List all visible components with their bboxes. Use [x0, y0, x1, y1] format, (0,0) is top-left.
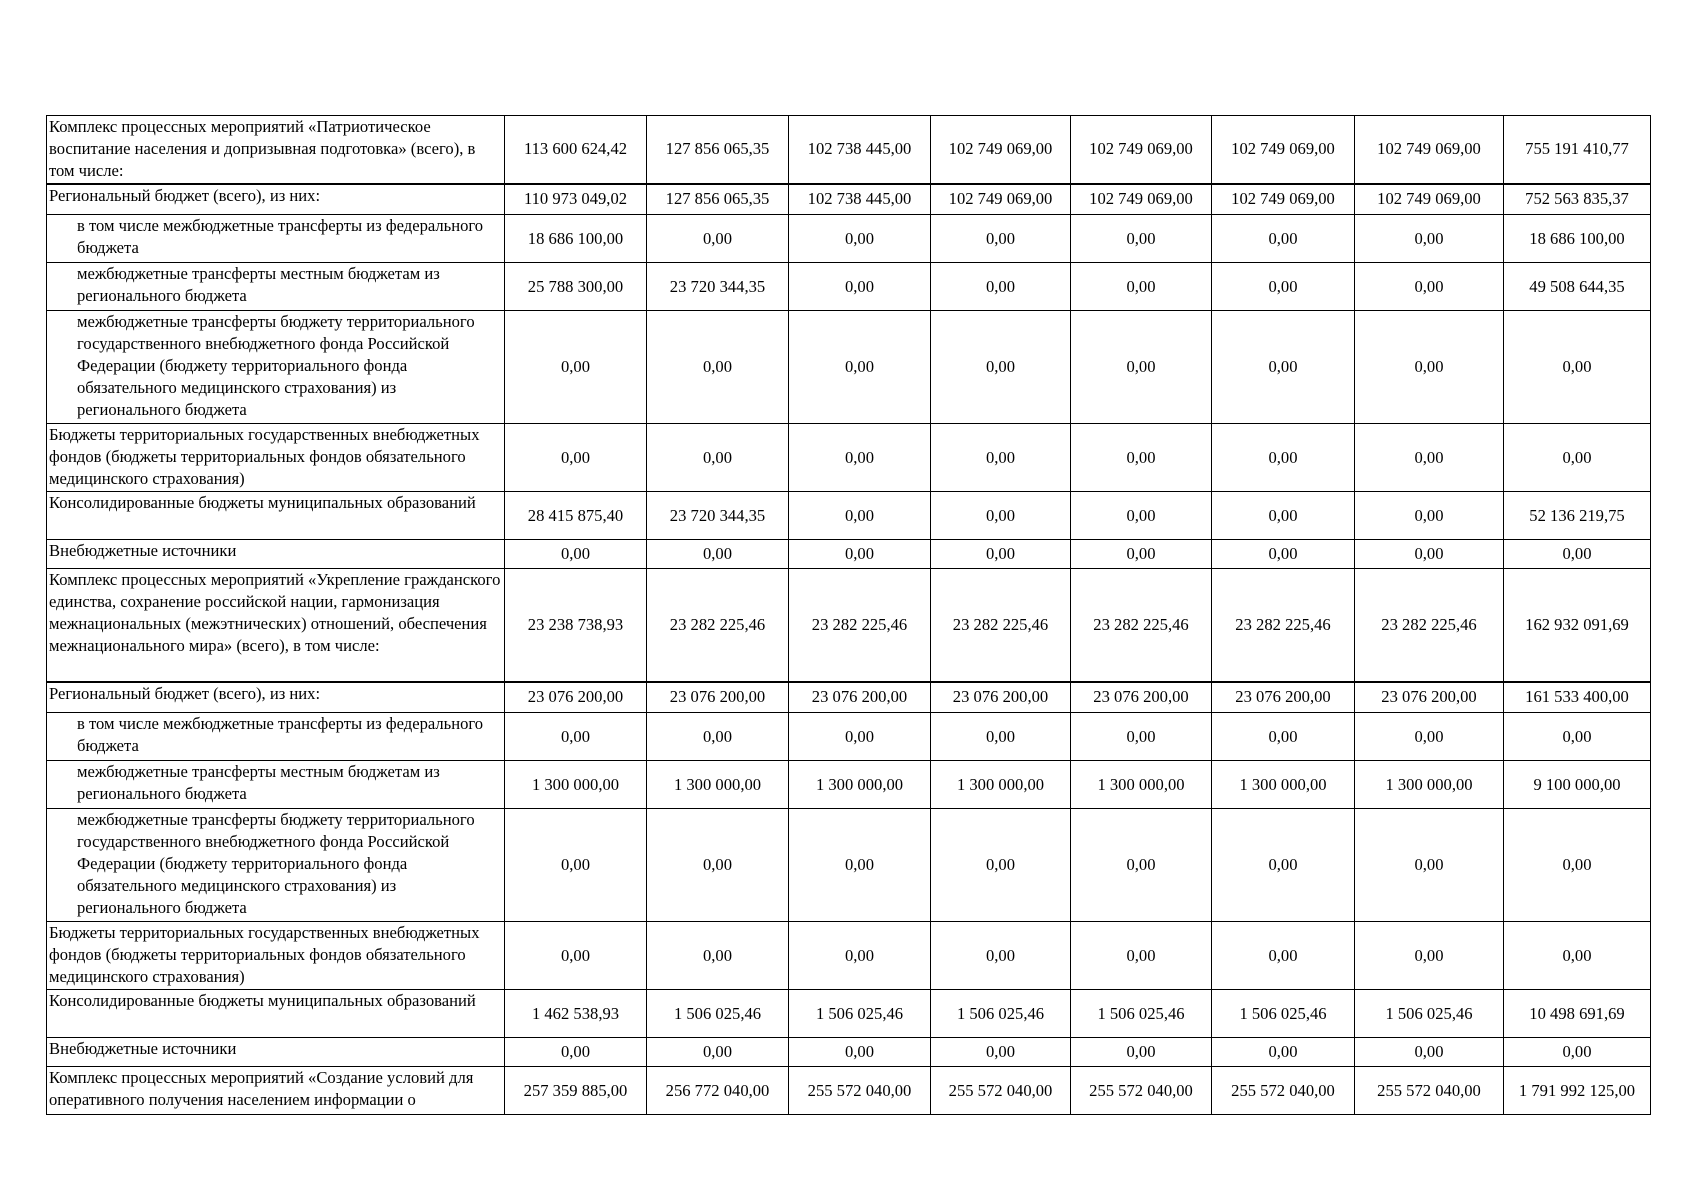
year-value-cell: 0,00	[931, 809, 1071, 922]
year-value-cell: 0,00	[1071, 922, 1212, 990]
row-label-cell: Комплекс процессных мероприятий «Патриотическое воспитание населения и допризывная подготовка» (всего), в том числе:	[47, 116, 505, 184]
year-value-cell: 23 282 225,46	[1212, 569, 1355, 682]
total-value-cell: 752 563 835,37	[1504, 184, 1651, 215]
year-value-cell: 0,00	[505, 713, 647, 761]
table-row	[47, 492, 1651, 540]
year-value-cell: 0,00	[1071, 424, 1212, 492]
year-value-cell: 25 788 300,00	[505, 263, 647, 311]
year-value-cell: 127 856 065,35	[647, 116, 789, 184]
year-value-cell: 1 300 000,00	[1355, 761, 1504, 809]
year-value-cell: 0,00	[789, 1038, 931, 1067]
year-value-cell: 0,00	[931, 311, 1071, 424]
total-value-cell: 0,00	[1504, 809, 1651, 922]
total-value-cell: 0,00	[1504, 311, 1651, 424]
year-value-cell: 0,00	[647, 215, 789, 263]
table-row	[47, 990, 1651, 1038]
table-row	[47, 761, 1651, 809]
year-value-cell: 1 506 025,46	[789, 990, 931, 1038]
year-value-cell: 0,00	[1355, 263, 1504, 311]
year-value-cell: 255 572 040,00	[789, 1067, 931, 1115]
table-row	[47, 116, 1651, 184]
year-value-cell: 102 749 069,00	[1212, 184, 1355, 215]
year-value-cell: 0,00	[931, 540, 1071, 569]
year-value-cell: 0,00	[647, 424, 789, 492]
year-value-cell: 18 686 100,00	[505, 215, 647, 263]
year-value-cell: 0,00	[1212, 215, 1355, 263]
year-value-cell: 0,00	[1355, 492, 1504, 540]
row-label-cell: Консолидированные бюджеты муниципальных образований	[47, 990, 505, 1038]
year-value-cell: 0,00	[1071, 492, 1212, 540]
year-value-cell: 0,00	[647, 809, 789, 922]
year-value-cell: 1 300 000,00	[647, 761, 789, 809]
table-row	[47, 922, 1651, 990]
year-value-cell: 1 506 025,46	[931, 990, 1071, 1038]
year-value-cell: 0,00	[1071, 311, 1212, 424]
year-value-cell: 0,00	[789, 809, 931, 922]
year-value-cell: 0,00	[789, 424, 931, 492]
table-row	[47, 1067, 1651, 1115]
table-row	[47, 540, 1651, 569]
year-value-cell: 102 749 069,00	[1355, 184, 1504, 215]
year-value-cell: 0,00	[1212, 1038, 1355, 1067]
table-row	[47, 682, 1651, 713]
year-value-cell: 0,00	[1212, 263, 1355, 311]
budget-table-body	[47, 116, 1651, 1115]
year-value-cell: 1 300 000,00	[1071, 761, 1212, 809]
year-value-cell: 1 506 025,46	[1212, 990, 1355, 1038]
total-value-cell: 49 508 644,35	[1504, 263, 1651, 311]
year-value-cell: 1 506 025,46	[1071, 990, 1212, 1038]
year-value-cell: 257 359 885,00	[505, 1067, 647, 1115]
year-value-cell: 0,00	[789, 540, 931, 569]
total-value-cell: 161 533 400,00	[1504, 682, 1651, 713]
year-value-cell: 0,00	[1212, 713, 1355, 761]
year-value-cell: 1 300 000,00	[931, 761, 1071, 809]
year-value-cell: 102 749 069,00	[1071, 116, 1212, 184]
total-value-cell: 18 686 100,00	[1504, 215, 1651, 263]
year-value-cell: 0,00	[505, 424, 647, 492]
table-row	[47, 713, 1651, 761]
year-value-cell: 23 076 200,00	[931, 682, 1071, 713]
total-value-cell: 0,00	[1504, 424, 1651, 492]
year-value-cell: 0,00	[505, 1038, 647, 1067]
year-value-cell: 23 282 225,46	[931, 569, 1071, 682]
year-value-cell: 0,00	[1071, 809, 1212, 922]
year-value-cell: 0,00	[931, 922, 1071, 990]
year-value-cell: 0,00	[647, 1038, 789, 1067]
row-label-cell: в том числе межбюджетные трансферты из федерального бюджета	[47, 215, 505, 263]
row-label-cell: в том числе межбюджетные трансферты из федерального бюджета	[47, 713, 505, 761]
year-value-cell: 23 720 344,35	[647, 492, 789, 540]
year-value-cell: 0,00	[1355, 809, 1504, 922]
year-value-cell: 0,00	[789, 492, 931, 540]
year-value-cell: 23 076 200,00	[1212, 682, 1355, 713]
year-value-cell: 113 600 624,42	[505, 116, 647, 184]
year-value-cell: 102 738 445,00	[789, 184, 931, 215]
row-label-cell: Комплекс процессных мероприятий «Создание условий для оперативного получения населением информации о	[47, 1067, 505, 1115]
row-label-cell: Бюджеты территориальных государственных внебюджетных фондов (бюджеты территориальных фондов обязательного медицинского страхования)	[47, 424, 505, 492]
year-value-cell: 1 506 025,46	[647, 990, 789, 1038]
row-label-cell: Внебюджетные источники	[47, 540, 505, 569]
year-value-cell: 0,00	[1355, 1038, 1504, 1067]
year-value-cell: 256 772 040,00	[647, 1067, 789, 1115]
year-value-cell: 0,00	[1355, 215, 1504, 263]
year-value-cell: 0,00	[931, 492, 1071, 540]
year-value-cell: 0,00	[1212, 492, 1355, 540]
table-row	[47, 215, 1651, 263]
year-value-cell: 0,00	[789, 263, 931, 311]
row-label-cell: межбюджетные трансферты местным бюджетам из регионального бюджета	[47, 761, 505, 809]
year-value-cell: 0,00	[931, 713, 1071, 761]
total-value-cell: 0,00	[1504, 922, 1651, 990]
year-value-cell: 0,00	[647, 922, 789, 990]
row-label-cell: Комплекс процессных мероприятий «Укрепление гражданского единства, сохранение российской нации, гармонизация межнациональных (межэтнических) отношений, обеспечения межнационального мира» (всего), в том числе:	[47, 569, 505, 682]
year-value-cell: 0,00	[789, 215, 931, 263]
year-value-cell: 1 300 000,00	[789, 761, 931, 809]
year-value-cell: 23 282 225,46	[647, 569, 789, 682]
budget-table	[46, 115, 1651, 1115]
year-value-cell: 0,00	[1071, 713, 1212, 761]
year-value-cell: 0,00	[647, 713, 789, 761]
total-value-cell: 0,00	[1504, 1038, 1651, 1067]
row-label-cell: Внебюджетные источники	[47, 1038, 505, 1067]
year-value-cell: 23 720 344,35	[647, 263, 789, 311]
total-value-cell: 1 791 992 125,00	[1504, 1067, 1651, 1115]
table-row	[47, 1038, 1651, 1067]
table-row	[47, 424, 1651, 492]
year-value-cell: 0,00	[1212, 311, 1355, 424]
year-value-cell: 0,00	[931, 424, 1071, 492]
year-value-cell: 127 856 065,35	[647, 184, 789, 215]
year-value-cell: 102 749 069,00	[1071, 184, 1212, 215]
year-value-cell: 0,00	[1071, 215, 1212, 263]
year-value-cell: 255 572 040,00	[931, 1067, 1071, 1115]
year-value-cell: 23 282 225,46	[789, 569, 931, 682]
row-label-cell: межбюджетные трансферты местным бюджетам из регионального бюджета	[47, 263, 505, 311]
row-label-cell: Региональный бюджет (всего), из них:	[47, 184, 505, 215]
year-value-cell: 1 506 025,46	[1355, 990, 1504, 1038]
year-value-cell: 0,00	[789, 713, 931, 761]
year-value-cell: 0,00	[1071, 1038, 1212, 1067]
year-value-cell: 23 076 200,00	[789, 682, 931, 713]
total-value-cell: 162 932 091,69	[1504, 569, 1651, 682]
table-row	[47, 263, 1651, 311]
year-value-cell: 102 749 069,00	[931, 184, 1071, 215]
year-value-cell: 1 462 538,93	[505, 990, 647, 1038]
year-value-cell: 23 238 738,93	[505, 569, 647, 682]
year-value-cell: 0,00	[505, 922, 647, 990]
year-value-cell: 0,00	[1212, 809, 1355, 922]
year-value-cell: 0,00	[1212, 424, 1355, 492]
year-value-cell: 0,00	[931, 215, 1071, 263]
year-value-cell: 0,00	[505, 540, 647, 569]
year-value-cell: 102 749 069,00	[931, 116, 1071, 184]
year-value-cell: 0,00	[931, 1038, 1071, 1067]
year-value-cell: 255 572 040,00	[1355, 1067, 1504, 1115]
total-value-cell: 52 136 219,75	[1504, 492, 1651, 540]
table-row	[47, 809, 1651, 922]
year-value-cell: 23 282 225,46	[1071, 569, 1212, 682]
year-value-cell: 0,00	[1355, 540, 1504, 569]
year-value-cell: 0,00	[1071, 540, 1212, 569]
year-value-cell: 23 076 200,00	[505, 682, 647, 713]
row-label-cell: Региональный бюджет (всего), из них:	[47, 682, 505, 713]
year-value-cell: 0,00	[789, 922, 931, 990]
year-value-cell: 1 300 000,00	[1212, 761, 1355, 809]
year-value-cell: 0,00	[789, 311, 931, 424]
year-value-cell: 0,00	[505, 311, 647, 424]
table-row	[47, 311, 1651, 424]
year-value-cell: 0,00	[1212, 540, 1355, 569]
year-value-cell: 0,00	[1355, 713, 1504, 761]
year-value-cell: 23 282 225,46	[1355, 569, 1504, 682]
year-value-cell: 23 076 200,00	[1355, 682, 1504, 713]
year-value-cell: 102 738 445,00	[789, 116, 931, 184]
year-value-cell: 0,00	[1355, 922, 1504, 990]
year-value-cell: 1 300 000,00	[505, 761, 647, 809]
row-label-cell: межбюджетные трансферты бюджету территориального государственного внебюджетного фонда Российской Федерации (бюджету территориального фонда обязательного медицинского страхования) из регионального бюджета	[47, 311, 505, 424]
row-label-cell: межбюджетные трансферты бюджету территориального государственного внебюджетного фонда Российской Федерации (бюджету территориального фонда обязательного медицинского страхования) из регионального бюджета	[47, 809, 505, 922]
total-value-cell: 10 498 691,69	[1504, 990, 1651, 1038]
table-row	[47, 184, 1651, 215]
year-value-cell: 0,00	[505, 809, 647, 922]
year-value-cell: 0,00	[931, 263, 1071, 311]
year-value-cell: 28 415 875,40	[505, 492, 647, 540]
year-value-cell: 110 973 049,02	[505, 184, 647, 215]
year-value-cell: 0,00	[647, 540, 789, 569]
year-value-cell: 0,00	[1355, 311, 1504, 424]
year-value-cell: 0,00	[1212, 922, 1355, 990]
total-value-cell: 0,00	[1504, 540, 1651, 569]
year-value-cell: 23 076 200,00	[647, 682, 789, 713]
year-value-cell: 0,00	[1355, 424, 1504, 492]
year-value-cell: 255 572 040,00	[1071, 1067, 1212, 1115]
table-row	[47, 569, 1651, 682]
year-value-cell: 23 076 200,00	[1071, 682, 1212, 713]
row-label-cell: Бюджеты территориальных государственных внебюджетных фондов (бюджеты территориальных фондов обязательного медицинского страхования)	[47, 922, 505, 990]
year-value-cell: 102 749 069,00	[1355, 116, 1504, 184]
total-value-cell: 9 100 000,00	[1504, 761, 1651, 809]
year-value-cell: 255 572 040,00	[1212, 1067, 1355, 1115]
total-value-cell: 755 191 410,77	[1504, 116, 1651, 184]
year-value-cell: 0,00	[1071, 263, 1212, 311]
year-value-cell: 102 749 069,00	[1212, 116, 1355, 184]
total-value-cell: 0,00	[1504, 713, 1651, 761]
year-value-cell: 0,00	[647, 311, 789, 424]
row-label-cell: Консолидированные бюджеты муниципальных образований	[47, 492, 505, 540]
